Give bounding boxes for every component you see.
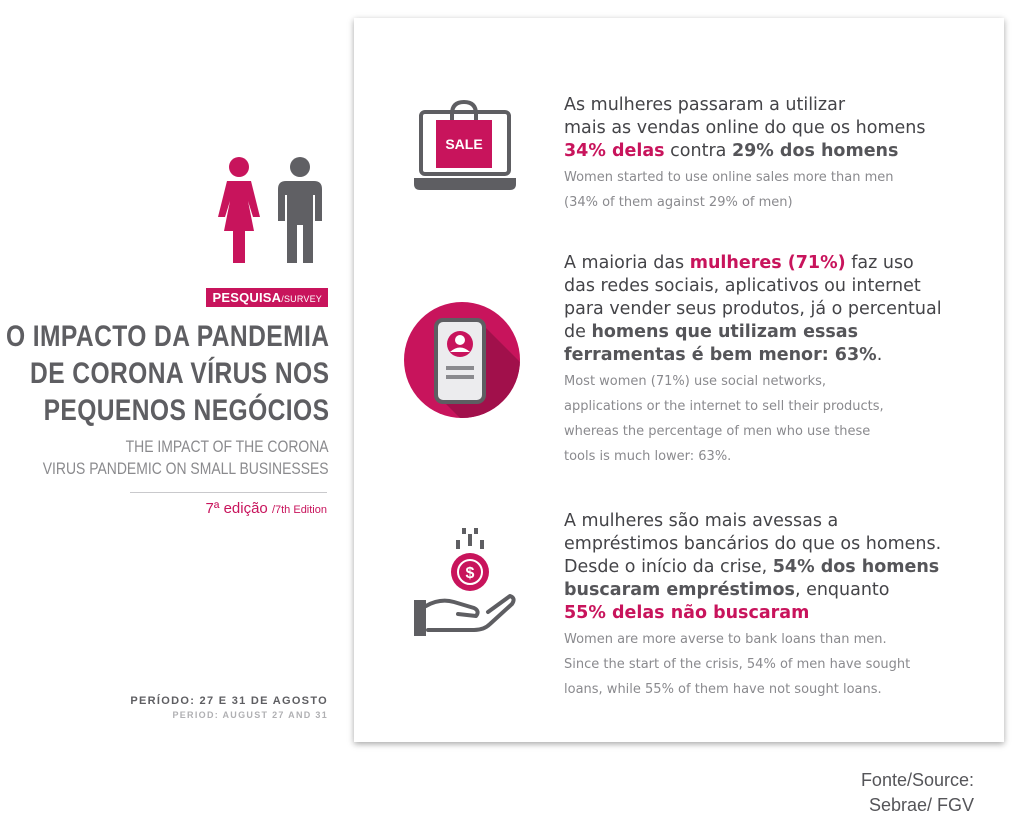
pt-line <box>564 117 984 140</box>
en-line: whereas the percentage of men who use these <box>564 424 871 439</box>
pt-line <box>564 252 984 275</box>
body-text: A mulheres são mais avessas a <box>564 511 839 531</box>
en-line: Women started to use online sales more than men <box>564 170 894 185</box>
survey-tag: PESQUISA/SURVEY <box>206 288 328 307</box>
highlight-text: 29% dos homens <box>731 141 899 161</box>
pt-line <box>564 556 984 579</box>
page-title <box>6 318 329 429</box>
body-text: das redes sociais, aplicativos ou internet <box>564 276 921 296</box>
body-text: contra <box>664 141 732 161</box>
title-line: DE CORONA VÍRUS NOS <box>29 357 329 390</box>
en-line: Women are more averse to bank loans than men. <box>564 632 887 647</box>
body-text: de <box>564 322 592 342</box>
divider <box>130 492 327 493</box>
body-text: mais as vendas online do que os homens <box>564 118 926 138</box>
fact-en-text <box>564 369 984 469</box>
en-line: applications or the internet to sell their products, <box>564 399 884 414</box>
source-note <box>861 768 974 818</box>
fact-en-text <box>564 627 984 702</box>
body-text: As mulheres passaram a utilizar <box>564 95 846 115</box>
smartphone-profile-icon <box>402 300 522 420</box>
pt-line <box>564 140 984 163</box>
woman-man-icon <box>212 155 332 265</box>
pt-line <box>564 510 984 533</box>
title-line: PEQUENOS NEGÓCIOS <box>43 394 329 427</box>
pt-line <box>564 344 984 367</box>
highlight-text: mulheres (71%) <box>689 253 846 273</box>
en-line: (34% of them against 29% of men) <box>564 195 793 210</box>
body-text: . <box>876 345 883 365</box>
highlight-text: 54% dos homens <box>772 557 940 577</box>
pt-line <box>564 602 984 625</box>
body-text: , enquanto <box>794 580 890 600</box>
pt-line <box>564 321 984 344</box>
subtitle-line: VIRUS PANDEMIC ON SMALL BUSINESSES <box>43 459 329 478</box>
fact-social-networks <box>564 252 984 469</box>
fact-pt-text <box>564 252 984 367</box>
fact-online-sales <box>564 94 984 215</box>
period-en: PERIOD: AUGUST 27 AND 31 <box>172 710 328 720</box>
fact-pt-text <box>564 94 984 163</box>
en-line: tools is much lower: 63%. <box>564 449 732 464</box>
highlight-text: buscaram empréstimos <box>564 580 795 600</box>
infographic-card <box>354 18 1004 742</box>
pt-line <box>564 298 984 321</box>
page-subtitle <box>43 436 329 480</box>
pt-line <box>564 275 984 298</box>
pt-line <box>564 533 984 556</box>
edition-label: 7ª edição /7th Edition <box>205 500 327 517</box>
hand-coin-loan-icon <box>414 526 524 636</box>
body-text: Desde o início da crise, <box>564 557 773 577</box>
highlight-text: 55% delas não buscaram <box>564 603 810 623</box>
sale-icon-label: SALE <box>445 136 483 152</box>
fact-bank-loans <box>564 510 984 702</box>
body-text: para vender seus produtos, já o percentual <box>564 299 942 319</box>
source-name: Sebrae/ FGV <box>868 795 974 815</box>
fact-en-text <box>564 165 984 215</box>
body-text: faz uso <box>845 253 914 273</box>
pt-line <box>564 579 984 602</box>
body-text: A maioria das <box>564 253 690 273</box>
highlight-text: homens que utilizam essas <box>591 322 859 342</box>
subtitle-line: THE IMPACT OF THE CORONA <box>126 437 329 456</box>
en-line: Most women (71%) use social networks, <box>564 374 826 389</box>
pt-line <box>564 94 984 117</box>
source-label: Fonte/Source: <box>860 770 974 790</box>
highlight-text: 34% delas <box>564 141 665 161</box>
highlight-text: ferramentas é bem menor: 63% <box>564 345 877 365</box>
dollar-icon-label: $ <box>465 565 475 582</box>
period-block <box>130 695 328 720</box>
en-line: loans, while 55% of them have not sought loans. <box>564 682 882 697</box>
body-text: empréstimos bancários do que os homens. <box>564 534 942 554</box>
laptop-sale-bag-icon <box>414 100 516 196</box>
title-line: O IMPACTO DA PANDEMIA <box>5 320 329 353</box>
fact-pt-text <box>564 510 984 625</box>
period-pt: PERÍODO: 27 E 31 DE AGOSTO <box>130 695 328 707</box>
en-line: Since the start of the crisis, 54% of men have sought <box>564 657 911 672</box>
